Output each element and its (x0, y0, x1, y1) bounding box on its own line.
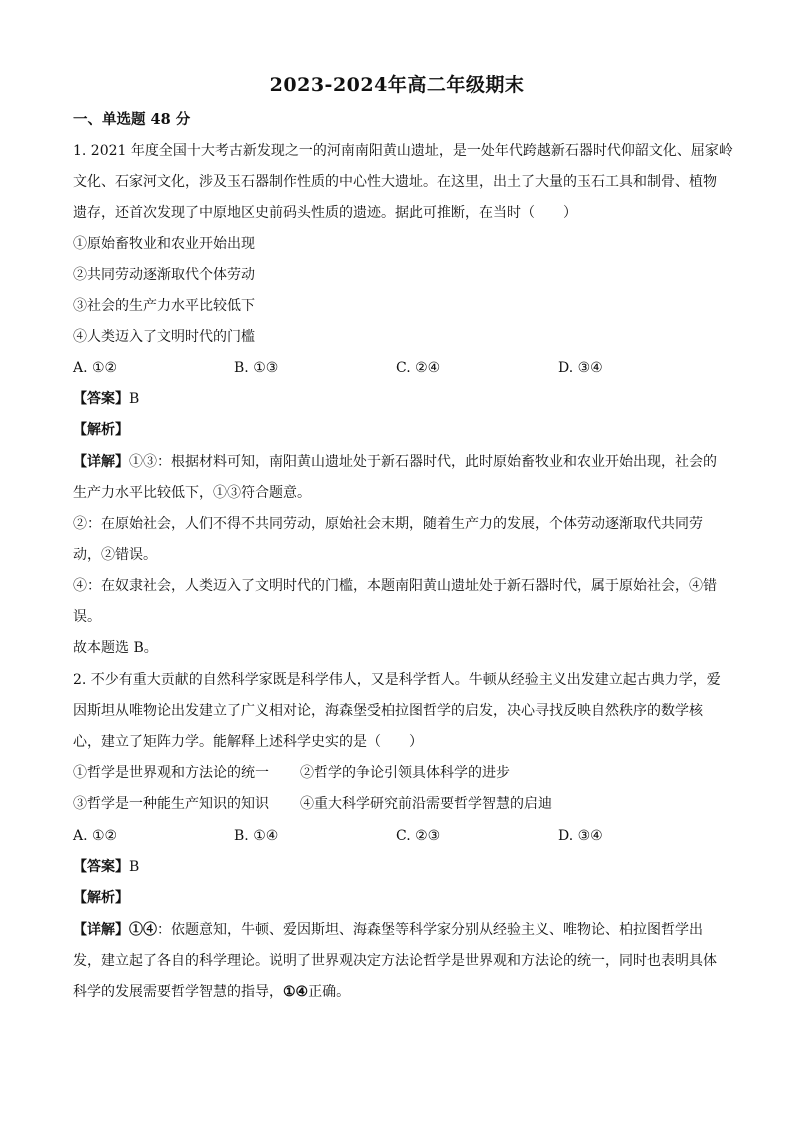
q2-detail-line-2: 发，建立起了各自的科学理论。说明了世界观决定方法论哲学是世界观和方法论的统一，同时也表明具体 (73, 953, 717, 969)
q1-analysis-tag: 【解析】 (73, 422, 129, 438)
q2-option-d: D. ③④ (558, 828, 603, 844)
q1-stem-line-3: 遗存，还首次发现了中原地区史前码头性质的遗迹。据此可推断，在当时（ ） (73, 205, 577, 221)
q2-detail-bold-1: ①④ (129, 922, 157, 938)
q1-item-4: ④人类迈入了文明时代的门槛 (73, 329, 255, 345)
q2-detail-tag: 【详解】 (73, 922, 129, 938)
q2-answer (73, 857, 733, 877)
q1-detail-text-1: ①③：根据材料可知，南阳黄山遗址处于新石器时代，此时原始畜牧业和农业开始出现，社会的 (129, 454, 717, 470)
q2-answer-tag: 【答案】 (73, 859, 129, 875)
q1-detail-line-2: 生产力水平比较低下，①③符合题意。 (73, 485, 311, 501)
q2-analysis-tag: 【解析】 (73, 890, 129, 906)
q2-answer-value: B (129, 859, 140, 875)
q1-option-d: D. ③④ (558, 360, 603, 376)
q1-detail-line-1 (73, 452, 733, 472)
q1-detail-line-7: 故本题选 B。 (73, 640, 158, 656)
q1-detail-line-3: ②：在原始社会，人们不得不共同劳动，原始社会末期，随着生产力的发展，个体劳动逐渐取代共同劳 (73, 516, 703, 532)
q1-option-b: B. ①③ (234, 360, 279, 376)
q1-option-c: C. ②④ (396, 360, 441, 376)
q2-detail-text-3a: 科学的发展需要哲学智慧的指导， (73, 984, 283, 1000)
q2-detail-line-3 (73, 982, 733, 1002)
q1-answer-value: B (129, 391, 140, 407)
q2-item-3: ③哲学是一种能生产知识的知识 (73, 796, 269, 812)
q2-detail-line-1 (73, 920, 733, 940)
q1-detail-tag: 【详解】 (73, 454, 129, 470)
q1-item-1: ①原始畜牧业和农业开始出现 (73, 236, 255, 252)
q2-item-4: ④重大科学研究前沿需要哲学智慧的启迪 (300, 796, 552, 812)
q2-option-c: C. ②③ (396, 828, 441, 844)
q2-option-b: B. ①④ (234, 828, 279, 844)
q2-detail-text-3b: 正确。 (308, 984, 351, 1000)
section-heading: 一、单选题 48 分 (73, 111, 191, 128)
q1-option-a: A. ①② (73, 360, 118, 376)
q1-detail-line-4: 动，②错误。 (73, 547, 157, 563)
q2-detail-bold-3: ①④ (283, 984, 309, 1000)
q1-stem-line-2: 文化、石家河文化，涉及玉石器制作性质的中心性大遗址。在这里，出土了大量的玉石工具和制骨、植物 (73, 174, 717, 190)
q1-item-2: ②共同劳动逐渐取代个体劳动 (73, 267, 255, 283)
q1-answer (73, 389, 733, 409)
q2-detail-text-1: ：依题意知，牛顿、爱因斯坦、海森堡等科学家分别从经验主义、唯物论、柏拉图哲学出 (157, 922, 703, 938)
q1-answer-tag: 【答案】 (73, 391, 129, 407)
q2-stem-line-3: 心，建立了矩阵力学。能解释上述科学史实的是（ ） (73, 734, 423, 750)
q2-stem-line-1: 2. 不少有重大贡献的自然科学家既是科学伟人，又是科学哲人。牛顿从经验主义出发建立起古典力学，爱 (73, 672, 721, 688)
q1-detail-line-5: ④：在奴隶社会，人类迈入了文明时代的门槛，本题南阳黄山遗址处于新石器时代，属于原始社会，④错 (73, 578, 717, 594)
q2-item-1: ①哲学是世界观和方法论的统一 (73, 765, 269, 781)
q1-item-3: ③社会的生产力水平比较低下 (73, 298, 255, 314)
q2-stem-line-2: 因斯坦从唯物论出发建立了广义相对论，海森堡受柏拉图哲学的启发，决心寻找反映自然秩序的数学核 (73, 703, 703, 719)
q1-stem-line-1: 1. 2021 年度全国十大考古新发现之一的河南南阳黄山遗址，是一处年代跨越新石器时代仰韶文化、屈家岭 (73, 143, 733, 159)
page-title: 2023-2024年高二年级期末 (269, 74, 525, 96)
q2-item-2: ②哲学的争论引领具体科学的进步 (300, 765, 510, 781)
q1-detail-line-6: 误。 (73, 609, 101, 625)
q2-option-a: A. ①② (73, 828, 118, 844)
